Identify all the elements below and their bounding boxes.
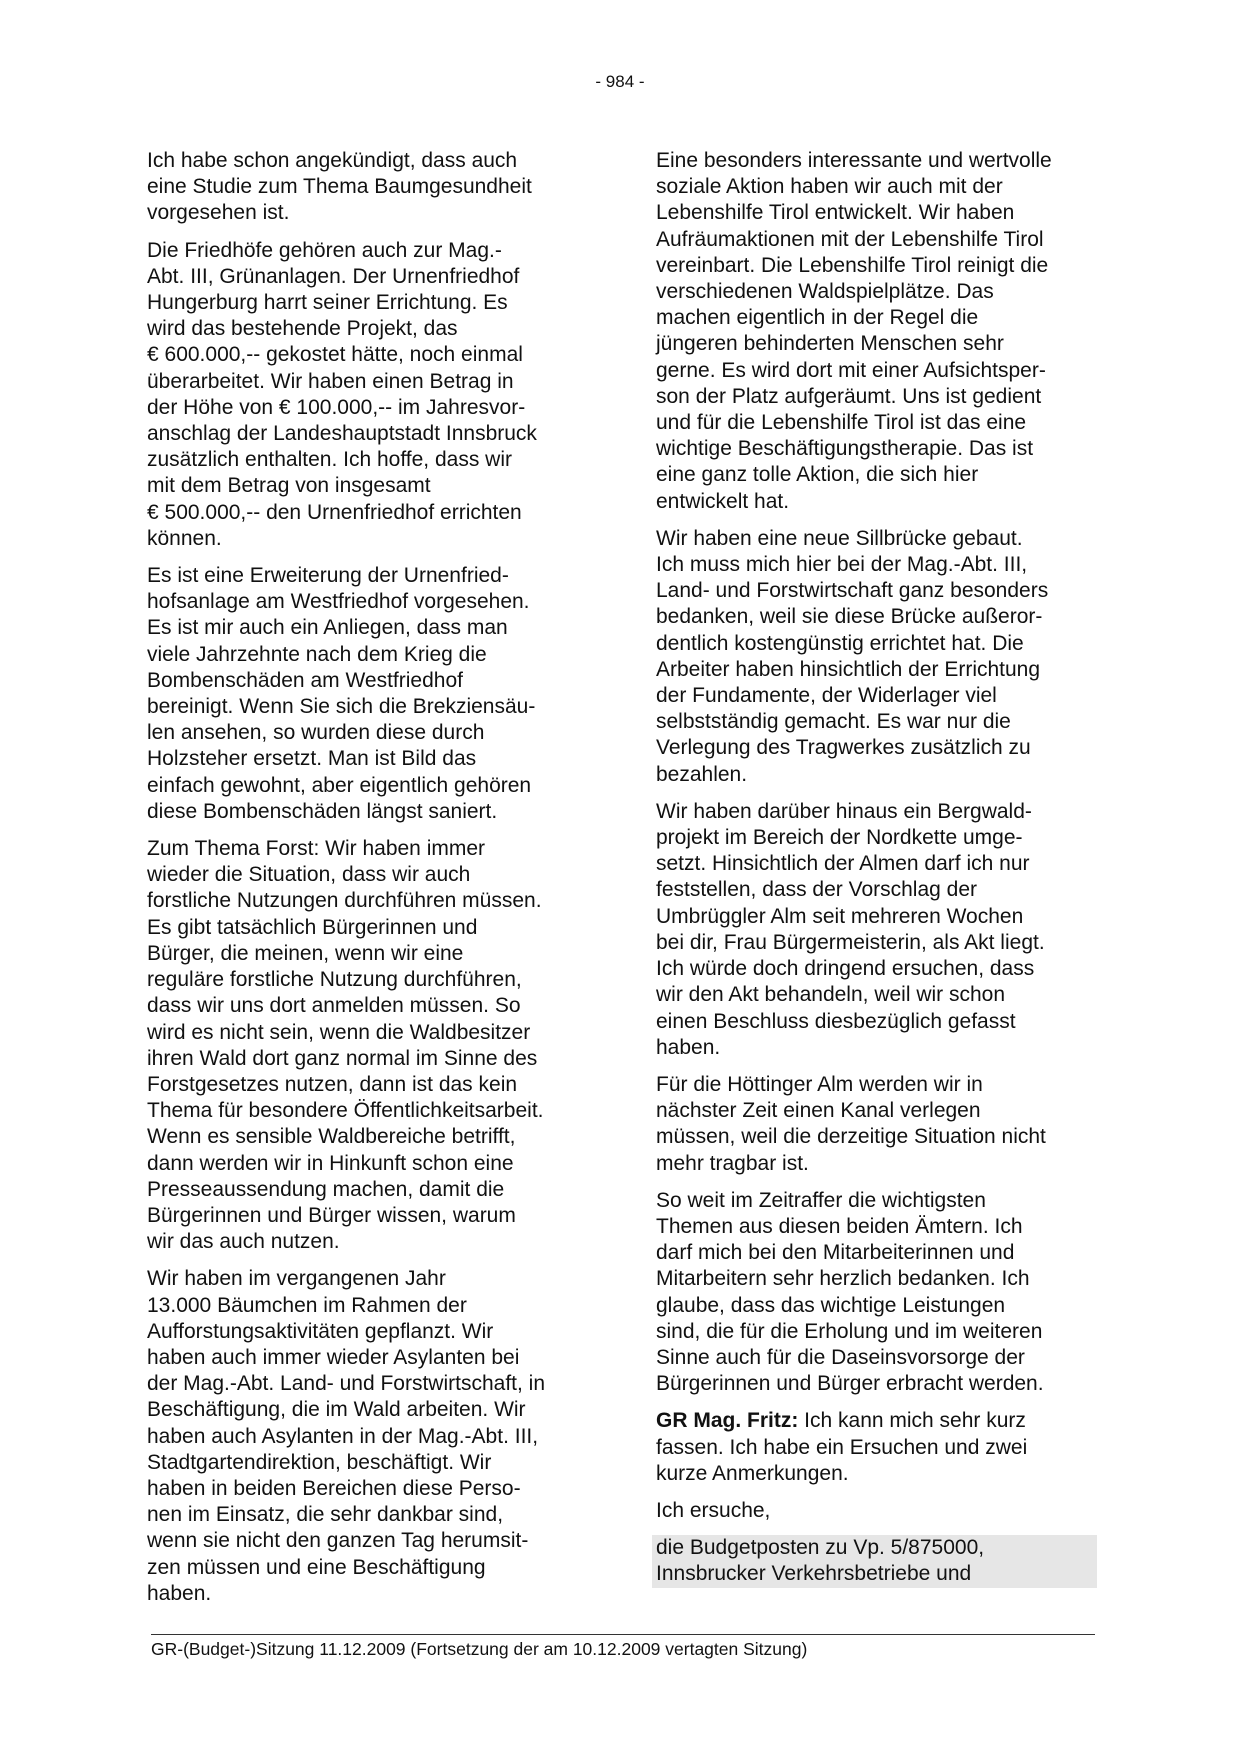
speech-paragraph — [656, 1408, 1101, 1487]
speech-text: Ich kann mich sehr kurz fassen. Ich habe ein Ersuchen und zwei kurze Anmerkungen. — [656, 1409, 1028, 1485]
paragraph: Ich habe schon angekündigt, dass auch eine Studie zum Thema Baumgesundheit vorgesehen ist. — [147, 149, 532, 225]
right-column — [656, 148, 1101, 1599]
paragraph: Eine besonders interessante und wertvolle soziale Aktion haben wir auch mit der Lebenshilfe Tirol entwickelt. Wir haben Aufräumaktionen mit der Lebenshilfe Tirol vereinbart. Die Lebenshilfe Tirol reinigt die verschiedenen Waldspielplätze. Das machen eigentlich in der Regel die jüngeren behinderten Menschen sehr gerne. Es wird dort mit einer Aufsichtsper- son der Platz aufgeräumt. Uns ist gedient und für die Lebenshilfe Tirol ist das eine wichtige Beschäftigungstherapie. Das ist eine ganz tolle Aktion, die sich hier entwickelt hat. — [656, 149, 1052, 513]
paragraph: So weit im Zeitraffer die wichtigsten Themen aus diesen beiden Ämtern. Ich darf mich bei den Mitarbeiterinnen und Mitarbeitern sehr herzlich bedanken. Ich glaube, dass das wichtige Leistungen sind, die für die Erholung und im weiteren Sinne auch für die Daseinsvorsorge der Bürgerinnen und Bürger erbracht werden. — [656, 1188, 1044, 1396]
page-number: - 984 - — [595, 72, 645, 91]
paragraph: Wir haben darüber hinaus ein Bergwald- projekt im Bereich der Nordkette umge- setzt. Hinsichtlich der Almen darf ich nur feststellen, dass der Vorschlag der Umbrüggler Alm seit mehreren Wochen bei dir, Frau Bürgermeisterin, als Akt liegt. Ich würde doch dringend ersuchen, dass wir den Akt behandeln, weil wir schon einen Beschluss diesbezüglich gefasst haben. — [656, 799, 1045, 1059]
paragraph: Für die Höttinger Alm werden wir in nächster Zeit einen Kanal verlegen müssen, weil die derzeitige Situation nicht mehr tragbar ist. — [656, 1072, 1046, 1175]
paragraph: Es ist eine Erweiterung der Urnenfried- hofsanlage am Westfriedhof vorgesehen. Es ist mir auch ein Anliegen, dass man viele Jahrzehnte nach dem Krieg die Bombenschäden am Westfriedhof bereinigt. Wenn Sie sich die Brekziensäu- len ansehen, so wurden diese durch Holzsteher ersetzt. Man ist Bild das einfach gewohnt, aber eigentlich gehören diese Bombenschäden längst saniert. — [147, 564, 536, 823]
left-column — [147, 148, 587, 1618]
footer-session-info: GR-(Budget-)Sitzung 11.12.2009 (Fortsetzung der am 10.12.2009 vertagten Sitzung) — [151, 1639, 808, 1659]
highlighted-request: die Budgetposten zu Vp. 5/875000, Innsbrucker Verkehrsbetriebe und — [652, 1535, 1097, 1587]
request-intro: Ich ersuche, — [656, 1498, 771, 1522]
speaker-name: GR Mag. Fritz: — [656, 1409, 799, 1433]
footer-divider — [151, 1634, 1095, 1635]
paragraph: Wir haben eine neue Sillbrücke gebaut. Ich muss mich hier bei der Mag.-Abt. III, Land- und Forstwirtschaft ganz besonders bedanken, weil sie diese Brücke außeror- dentlich kostengünstig errichtet hat. Die Arbeiter haben hinsichtlich der Errichtung der Fundamente, der Widerlager viel selbstständig gemacht. Es war nur die Verlegung des Tragwerkes zusätzlich zu bezahlen. — [656, 526, 1049, 786]
paragraph: Die Friedhöfe gehören auch zur Mag.- Abt. III, Grünanlagen. Der Urnenfriedhof Hungerburg harrt seiner Errichtung. Es wird das bestehende Projekt, das € 600.000,-- gekostet hätte, noch einmal überarbeitet. Wir haben einen Betrag in der Höhe von € 100.000,-- im Jahresvor- anschlag der Landeshauptstadt Innsbruck zusätzlich enthalten. Ich hoffe, dass wir mit dem Betrag von insgesamt € 500.000,-- den Urnenfriedhof errichten können. — [147, 238, 537, 550]
paragraph: Wir haben im vergangenen Jahr 13.000 Bäumchen im Rahmen der Aufforstungsaktivitäten gepflanzt. Wir haben auch immer wieder Asylanten bei der Mag.-Abt. Land- und Forstwirtschaft, in Beschäftigung, die im Wald arbeiten. Wir haben auch Asylanten in der Mag.-Abt. III, Stadtgartendirektion, beschäftigt. Wir haben in beiden Bereichen diese Perso- nen im Einsatz, die sehr dankbar sind, wenn sie nicht den ganzen Tag herumsit- zen müssen und eine Beschäftigung haben. — [147, 1267, 546, 1605]
paragraph: Zum Thema Forst: Wir haben immer wieder die Situation, dass wir auch forstliche Nutzungen durchführen müssen. Es gibt tatsächlich Bürgerinnen und Bürger, die meinen, wenn wir eine reguläre forstliche Nutzung durchführen, dass wir uns dort anmelden müssen. So wird es nicht sein, wenn die Waldbesitzer ihren Wald dort ganz normal im Sinne des Forstgesetzes nutzen, dann ist das kein Thema für besondere Öffentlichkeitsarbeit. Wenn es sensible Waldbereiche betrifft, dann werden wir in Hinkunft schon eine Presseaussendung machen, damit die Bürgerinnen und Bürger wissen, warum wir das auch nutzen. — [147, 837, 544, 1254]
